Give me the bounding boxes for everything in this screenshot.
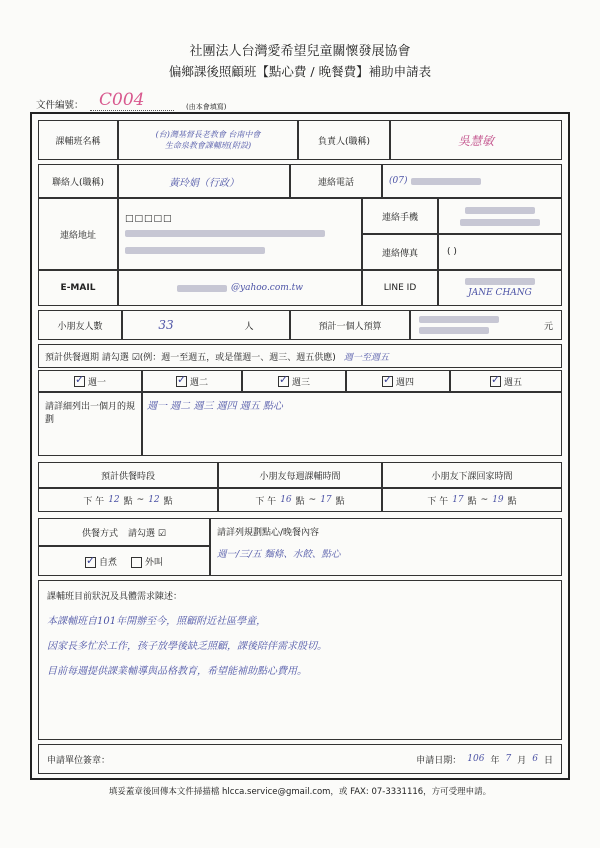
day-thursday-checkbox[interactable] <box>382 376 393 387</box>
dismiss-from-hour: 17 <box>452 495 464 505</box>
dismiss-point-end: 點 <box>507 496 517 507</box>
address-label: 連絡地址 <box>38 198 118 270</box>
plan-field[interactable] <box>142 392 562 456</box>
line-field[interactable] <box>438 270 562 306</box>
children-value: 33 <box>158 318 174 332</box>
mobile-redacted-1 <box>465 207 535 214</box>
dismiss-time-field[interactable] <box>382 488 562 512</box>
dismiss-label: 小朋友下課回家時間 <box>382 462 562 488</box>
day-wednesday[interactable] <box>242 370 346 392</box>
org-title: 社團法人台灣愛希望兒童關懷發展協會 <box>189 44 411 59</box>
unit-sign-label: 申請單位簽章： <box>47 755 111 766</box>
day-monday-checkbox[interactable] <box>74 376 85 387</box>
day-tuesday[interactable] <box>142 370 242 392</box>
meal-mode-note: 請勾選 ☑ <box>128 528 166 539</box>
day-monday[interactable] <box>38 370 142 392</box>
responsible-value: 吳慧敏 <box>457 133 494 148</box>
status-hand-1: 本課輔班自101年開辦至今，照顧附近社區學童， <box>47 616 267 627</box>
phone-field[interactable] <box>382 164 562 198</box>
doc-no-value[interactable]: C004 <box>99 90 145 110</box>
dismiss-to-hour: 19 <box>492 495 504 505</box>
class-name-line2: 生命泉教會課輔班(附設) <box>164 141 252 150</box>
status-hand-3: 目前每週提供課業輔導與品格教育，希望能補助點心費用。 <box>47 666 307 677</box>
postcode-boxes: □□□□□ <box>125 214 173 224</box>
tutor-point-end: 點 <box>335 496 345 507</box>
status-hand-2: 因家長多忙於工作，孩子放學後缺乏照顧，課後陪伴需求殷切。 <box>47 641 327 652</box>
day-tuesday-checkbox[interactable] <box>176 376 187 387</box>
tutor-from-hour: 16 <box>280 495 292 505</box>
meal-to-hour: 12 <box>148 495 160 505</box>
status-label: 課輔班目前狀況及具體需求陳述： <box>47 592 183 602</box>
doc-no-underline <box>90 110 174 111</box>
tutor-prefix: 下 午 <box>255 496 277 507</box>
plan-label: 請詳細列出一個月的規劃 <box>45 402 136 425</box>
tutor-to: ~ <box>308 495 317 505</box>
mobile-redacted-2 <box>460 219 540 226</box>
fax-field[interactable] <box>438 234 562 270</box>
phone-value: (07) <box>389 176 408 186</box>
date-month: 7 <box>505 754 512 764</box>
line-redacted <box>465 278 535 285</box>
responsible-field[interactable] <box>390 120 562 160</box>
day-friday-checkbox[interactable] <box>490 376 501 387</box>
budget-label: 預計一個人預算 <box>290 310 410 340</box>
plan-label-cell <box>38 392 142 456</box>
takeout-label: 外叫 <box>145 557 164 568</box>
tutor-point: 點 <box>295 496 305 507</box>
meal-content-field[interactable] <box>210 518 562 576</box>
dismiss-point: 點 <box>467 496 477 507</box>
date-group[interactable] <box>416 753 553 766</box>
date-year-word: 年 <box>490 755 500 766</box>
doc-no-label: 文件編號： <box>36 100 84 111</box>
date-year: 106 <box>467 754 485 764</box>
fax-label: 連絡傳真 <box>362 234 438 270</box>
line-label: LINE ID <box>362 270 438 306</box>
meal-mode-options <box>38 546 210 576</box>
children-label: 小朋友人數 <box>38 310 122 340</box>
children-field[interactable] <box>122 310 290 340</box>
mobile-field[interactable] <box>438 198 562 234</box>
meal-from-hour: 12 <box>108 495 120 505</box>
day-wednesday-checkbox[interactable] <box>278 376 289 387</box>
responsible-label: 負責人(職稱) <box>298 120 390 160</box>
contact-label: 聯絡人(職稱) <box>38 164 118 198</box>
meal-time-field[interactable] <box>38 488 218 512</box>
contact-value: 黃玲娟（行政） <box>169 177 239 189</box>
address-field[interactable] <box>118 198 362 270</box>
plan-hand: 週一 週二 週三 週四 週五 點心 <box>147 401 283 412</box>
meal-to: ~ <box>136 495 145 505</box>
status-field[interactable] <box>38 580 562 740</box>
email-label: E-MAIL <box>38 270 118 306</box>
dismiss-to: ~ <box>480 495 489 505</box>
mobile-label: 連絡手機 <box>362 198 438 234</box>
address-redacted-1 <box>125 230 325 237</box>
class-name-line1: (台)灣基督長老教會 台南中會 <box>155 130 261 139</box>
email-value: @yahoo.com.tw <box>231 283 303 293</box>
form-title: 偏鄉課後照顧班【點心費 / 晚餐費】補助申請表 <box>168 64 432 79</box>
self-made-checkbox[interactable] <box>85 557 96 568</box>
day-thursday-label: 週四 <box>395 377 414 388</box>
address-redacted-2 <box>125 247 265 254</box>
class-name-label: 課輔班名稱 <box>38 120 118 160</box>
meal-mode-header <box>38 518 210 546</box>
date-day-word: 日 <box>543 755 553 766</box>
date-month-word: 月 <box>517 755 527 766</box>
budget-unit: 元 <box>543 321 553 332</box>
meal-mode-label: 供餐方式 <box>82 528 119 539</box>
phone-label: 連絡電話 <box>290 164 382 198</box>
self-made-option[interactable] <box>85 555 117 568</box>
tutor-time-field[interactable] <box>218 488 382 512</box>
budget-redacted <box>419 316 499 334</box>
date-label: 申請日期： <box>416 755 462 766</box>
dismiss-prefix: 下 午 <box>427 496 449 507</box>
day-friday[interactable] <box>450 370 562 392</box>
contact-field[interactable] <box>118 164 290 198</box>
day-friday-label: 週五 <box>503 377 522 388</box>
class-name-field[interactable] <box>118 120 298 160</box>
meal-point: 點 <box>123 496 133 507</box>
day-wednesday-label: 週三 <box>291 377 310 388</box>
fax-value: ( ) <box>447 247 457 257</box>
tutor-time-label: 小朋友每週課輔時間 <box>218 462 382 488</box>
phone-redacted <box>411 178 481 185</box>
doc-no-note: (由本會填寫) <box>186 103 227 111</box>
email-redacted <box>177 285 227 292</box>
days-note: 週一至週五 <box>343 352 389 363</box>
budget-field[interactable] <box>410 310 562 340</box>
day-monday-label: 週一 <box>87 377 106 388</box>
line-value: JANE CHANG <box>468 288 532 298</box>
takeout-checkbox[interactable] <box>131 557 142 568</box>
meal-content-label: 請詳列規劃點心/晚餐內容 <box>217 528 320 538</box>
meal-time-label: 預計供餐時段 <box>38 462 218 488</box>
meal-prefix: 下 午 <box>83 496 105 507</box>
tutor-to-hour: 17 <box>320 495 332 505</box>
meal-content-hand: 週一/三/五 麵條、水餃、點心 <box>217 549 341 560</box>
footer-instructions: 填妥蓋章後回傳本文件掃描檔 hlcca.service@gmail.com，或 FAX: 07-3331116，方可受理申請。 <box>108 787 492 797</box>
days-instruction-row <box>38 344 562 368</box>
takeout-option[interactable] <box>131 555 163 568</box>
children-unit: 人 <box>244 321 254 332</box>
days-instruction: 預計供餐週期 請勾選 ☑(例：週一至週五，或是僅週一、週三、週五供應) <box>45 352 336 363</box>
day-thursday[interactable] <box>346 370 450 392</box>
date-day: 6 <box>532 754 538 764</box>
email-field[interactable] <box>118 270 362 306</box>
self-made-label: 自煮 <box>98 557 117 568</box>
day-tuesday-label: 週二 <box>189 377 208 388</box>
sign-date-row <box>38 744 562 774</box>
meal-point-end: 點 <box>163 496 173 507</box>
